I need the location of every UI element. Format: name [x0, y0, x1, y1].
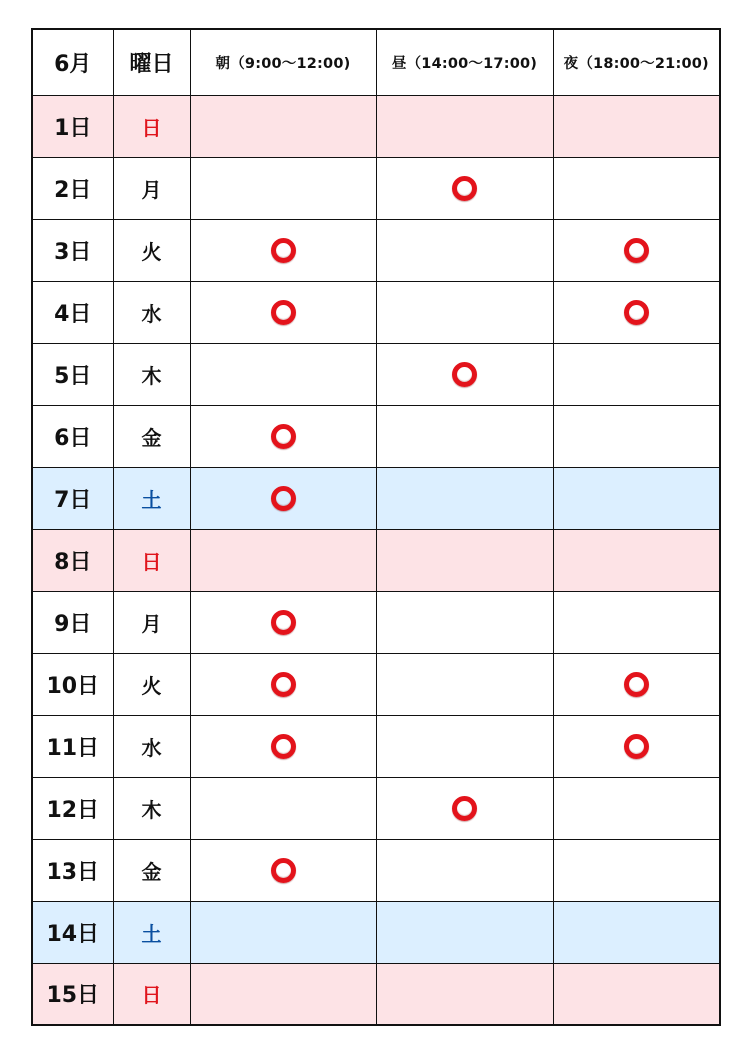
date-cell: 8日: [32, 529, 113, 591]
morning-slot-cell: [190, 343, 376, 405]
table-row: [32, 157, 720, 219]
red-circle-icon: [271, 672, 296, 697]
day-of-week-cell: 土: [113, 901, 190, 963]
red-circle-icon: [624, 734, 649, 759]
afternoon-slot-cell: [376, 281, 553, 343]
day-of-week-cell: 日: [113, 529, 190, 591]
afternoon-slot-cell: [376, 963, 553, 1025]
evening-slot-cell: [553, 777, 720, 839]
table-row: [32, 343, 720, 405]
header-row: [32, 29, 720, 95]
evening-slot-cell: [553, 343, 720, 405]
red-circle-icon: [271, 238, 296, 263]
evening-slot-cell: [553, 157, 720, 219]
morning-slot-cell: [190, 591, 376, 653]
table-row: [32, 901, 720, 963]
table-row: [32, 219, 720, 281]
date-cell: 15日: [32, 963, 113, 1025]
red-circle-icon: [271, 486, 296, 511]
evening-slot-cell: [553, 591, 720, 653]
afternoon-slot-cell: [376, 839, 553, 901]
day-of-week-cell: 日: [113, 963, 190, 1025]
red-circle-icon: [271, 734, 296, 759]
month-header: 6月: [32, 29, 113, 95]
date-cell: 2日: [32, 157, 113, 219]
day-of-week-cell: 金: [113, 839, 190, 901]
red-circle-icon: [271, 424, 296, 449]
red-circle-icon: [271, 300, 296, 325]
afternoon-slot-cell: [376, 95, 553, 157]
morning-slot-cell: [190, 715, 376, 777]
evening-slot-cell: [553, 219, 720, 281]
red-circle-icon: [271, 610, 296, 635]
afternoon-slot-cell: [376, 777, 553, 839]
evening-slot-cell: [553, 653, 720, 715]
day-of-week-cell: 木: [113, 777, 190, 839]
table-row: [32, 405, 720, 467]
day-of-week-cell: 木: [113, 343, 190, 405]
red-circle-icon: [624, 672, 649, 697]
table-row: [32, 963, 720, 1025]
morning-slot-cell: [190, 529, 376, 591]
morning-slot-cell: [190, 839, 376, 901]
day-of-week-cell: 月: [113, 157, 190, 219]
day-of-week-cell: 土: [113, 467, 190, 529]
morning-slot-cell: [190, 777, 376, 839]
table-row: [32, 653, 720, 715]
day-of-week-cell: 金: [113, 405, 190, 467]
red-circle-icon: [452, 796, 477, 821]
date-cell: 3日: [32, 219, 113, 281]
evening-slot-cell: [553, 95, 720, 157]
day-of-week-cell: 水: [113, 281, 190, 343]
date-cell: 11日: [32, 715, 113, 777]
afternoon-slot-cell: [376, 467, 553, 529]
red-circle-icon: [624, 238, 649, 263]
evening-slot-header: 夜（18:00～21:00): [553, 29, 720, 95]
afternoon-slot-cell: [376, 343, 553, 405]
date-cell: 10日: [32, 653, 113, 715]
afternoon-slot-cell: [376, 219, 553, 281]
evening-slot-cell: [553, 281, 720, 343]
red-circle-icon: [271, 858, 296, 883]
date-cell: 12日: [32, 777, 113, 839]
table-row: [32, 591, 720, 653]
day-of-week-header: 曜日: [113, 29, 190, 95]
evening-slot-cell: [553, 839, 720, 901]
morning-slot-header: 朝（9:00～12:00): [190, 29, 376, 95]
date-cell: 13日: [32, 839, 113, 901]
evening-slot-cell: [553, 901, 720, 963]
evening-slot-cell: [553, 963, 720, 1025]
day-of-week-cell: 月: [113, 591, 190, 653]
afternoon-slot-cell: [376, 405, 553, 467]
morning-slot-cell: [190, 653, 376, 715]
evening-slot-cell: [553, 405, 720, 467]
evening-slot-cell: [553, 529, 720, 591]
afternoon-slot-cell: [376, 529, 553, 591]
day-of-week-cell: 日: [113, 95, 190, 157]
afternoon-slot-cell: [376, 591, 553, 653]
afternoon-slot-cell: [376, 653, 553, 715]
red-circle-icon: [452, 362, 477, 387]
date-cell: 9日: [32, 591, 113, 653]
morning-slot-cell: [190, 95, 376, 157]
table-row: [32, 467, 720, 529]
red-circle-icon: [452, 176, 477, 201]
afternoon-slot-cell: [376, 157, 553, 219]
table-row: [32, 281, 720, 343]
date-cell: 5日: [32, 343, 113, 405]
table-row: [32, 839, 720, 901]
day-of-week-cell: 水: [113, 715, 190, 777]
morning-slot-cell: [190, 901, 376, 963]
table-row: [32, 95, 720, 157]
schedule-table: [31, 28, 721, 1026]
date-cell: 6日: [32, 405, 113, 467]
morning-slot-cell: [190, 467, 376, 529]
red-circle-icon: [624, 300, 649, 325]
date-cell: 14日: [32, 901, 113, 963]
evening-slot-cell: [553, 467, 720, 529]
date-cell: 7日: [32, 467, 113, 529]
afternoon-slot-cell: [376, 901, 553, 963]
afternoon-slot-cell: [376, 715, 553, 777]
morning-slot-cell: [190, 157, 376, 219]
table-row: [32, 715, 720, 777]
evening-slot-cell: [553, 715, 720, 777]
morning-slot-cell: [190, 405, 376, 467]
day-of-week-cell: 火: [113, 653, 190, 715]
afternoon-slot-header: 昼（14:00～17:00): [376, 29, 553, 95]
table-row: [32, 529, 720, 591]
morning-slot-cell: [190, 963, 376, 1025]
date-cell: 1日: [32, 95, 113, 157]
morning-slot-cell: [190, 281, 376, 343]
date-cell: 4日: [32, 281, 113, 343]
day-of-week-cell: 火: [113, 219, 190, 281]
morning-slot-cell: [190, 219, 376, 281]
table-row: [32, 777, 720, 839]
